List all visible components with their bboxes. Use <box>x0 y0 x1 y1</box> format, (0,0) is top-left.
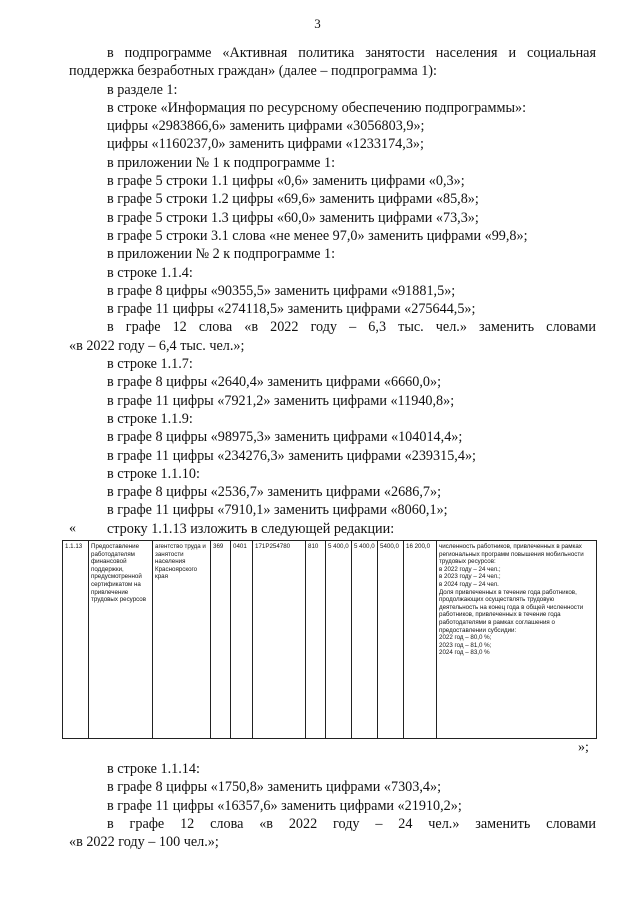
text-line: в подпрограмме «Активная политика занятости населения и социальная <box>107 45 596 61</box>
text-line: в графе 8 цифры «2640,4» заменить цифрами «6660,0»; <box>107 374 442 391</box>
replacement-row-table <box>62 540 597 739</box>
text-line: в разделе 1: <box>107 81 178 98</box>
text-line: в графе 12 слова «в 2022 году – 24 чел.» заменить словами <box>107 815 596 832</box>
text-line: в графе 11 цифры «274118,5» заменить цифрами «275644,5»; <box>107 301 476 318</box>
text-line: в приложении № 2 к подпрограмме 1: <box>107 246 336 263</box>
cell-executor: агентство труда и занятости населения Красноярского края <box>153 541 211 739</box>
text-line: в приложении № 1 к подпрограмме 1: <box>107 154 336 171</box>
text-line: в графе 8 цифры «98975,3» заменить цифрами «104014,4»; <box>107 429 463 446</box>
text-line: в строке «Информация по ресурсному обеспечению подпрограммы»: <box>107 99 527 116</box>
text-line: «в 2022 году – 6,4 тыс. чел.»; <box>69 337 245 354</box>
cell-measure-name: Предоставление работодателям финансовой поддержки, предусмотренной сертификатом на привлечение трудовых ресурсов <box>89 541 153 739</box>
text-line: в строке 1.1.7: <box>107 356 193 373</box>
text-line: в графе 5 строки 1.3 цифры «60,0» заменить цифрами «73,3»; <box>107 209 479 226</box>
text-line: «в 2022 году – 100 чел.»; <box>69 834 219 851</box>
text-line: в графе 11 цифры «234276,3» заменить цифрами «239315,4»; <box>107 447 476 464</box>
text-line: в строке 1.1.4: <box>107 264 193 281</box>
amendment-text <box>69 44 596 538</box>
text-line: в графе 8 цифры «90355,5» заменить цифрами «91881,5»; <box>107 282 456 299</box>
text-line: в графе 8 цифры «1750,8» заменить цифрами «7303,4»; <box>107 779 442 796</box>
text-line: в строке 1.1.9: <box>107 410 193 427</box>
tail-amendment-text <box>69 760 596 851</box>
opening-quote: « <box>69 521 76 536</box>
text-line: строку 1.1.13 изложить в следующей редакции: <box>107 520 395 537</box>
text-line: в графе 11 цифры «16357,6» заменить цифрами «21910,2»; <box>107 797 462 814</box>
cell-amount-2024: 5400,0 <box>378 541 404 739</box>
text-line: цифры «1160237,0» заменить цифрами «1233174,3»; <box>107 136 424 153</box>
text-line: в графе 5 строки 3.1 слова «не менее 97,0» заменить цифрами «99,8»; <box>107 227 528 244</box>
text-line: в графе 11 цифры «7921,2» заменить цифрами «11940,8»; <box>107 392 455 409</box>
closing-quote: »; <box>578 740 589 755</box>
cell-expense-type: 810 <box>306 541 326 739</box>
text-line: в графе 5 строки 1.1 цифры «0,6» заменить цифрами «0,3»; <box>107 173 465 190</box>
text-line: поддержка безработных граждан» (далее – подпрограмма 1): <box>69 63 437 80</box>
cell-expected-result: численность работников, привлеченных в рамках региональных программ повышения мобильности трудовых ресурсов: в 2022 году – 24 чел.; в 2023 году – 24 чел.; в 2024 году – 24 чел. Доля привлеченных в течение года работников, продолжающих осуществлять трудовую деятельность на конец года в общей численности работников, привлеченных в течение года работодателями в рамках соглашения о предоставлении субсидии: 2022 год – 80,0 %; 2023 год – 81,0 %; 2024 год – 83,0 % <box>437 541 597 739</box>
text-line: в строке 1.1.14: <box>107 761 200 777</box>
cell-grbs-code: 369 <box>211 541 231 739</box>
cell-amount-total: 16 200,0 <box>404 541 437 739</box>
text-line: в графе 11 цифры «7910,1» заменить цифрами «8060,1»; <box>107 502 448 519</box>
text-line: в строке 1.1.10: <box>107 465 200 482</box>
cell-section-code: 0401 <box>231 541 253 739</box>
text-line: в графе 5 строки 1.2 цифры «69,6» заменить цифрами «85,8»; <box>107 191 479 208</box>
page-number: 3 <box>314 16 321 31</box>
cell-row-number: 1.1.13 <box>63 541 89 739</box>
text-line: в графе 8 цифры «2536,7» заменить цифрами «2686,7»; <box>107 484 442 501</box>
cell-amount-2023: 5 400,0 <box>352 541 378 739</box>
table-row <box>63 541 597 739</box>
cell-target-article: 171P254780 <box>253 541 306 739</box>
cell-amount-2022: 5 400,0 <box>326 541 352 739</box>
text-line: цифры «2983866,6» заменить цифрами «3056803,9»; <box>107 118 425 135</box>
text-line: в графе 12 слова «в 2022 году – 6,3 тыс. чел.» заменить словами <box>107 319 596 336</box>
